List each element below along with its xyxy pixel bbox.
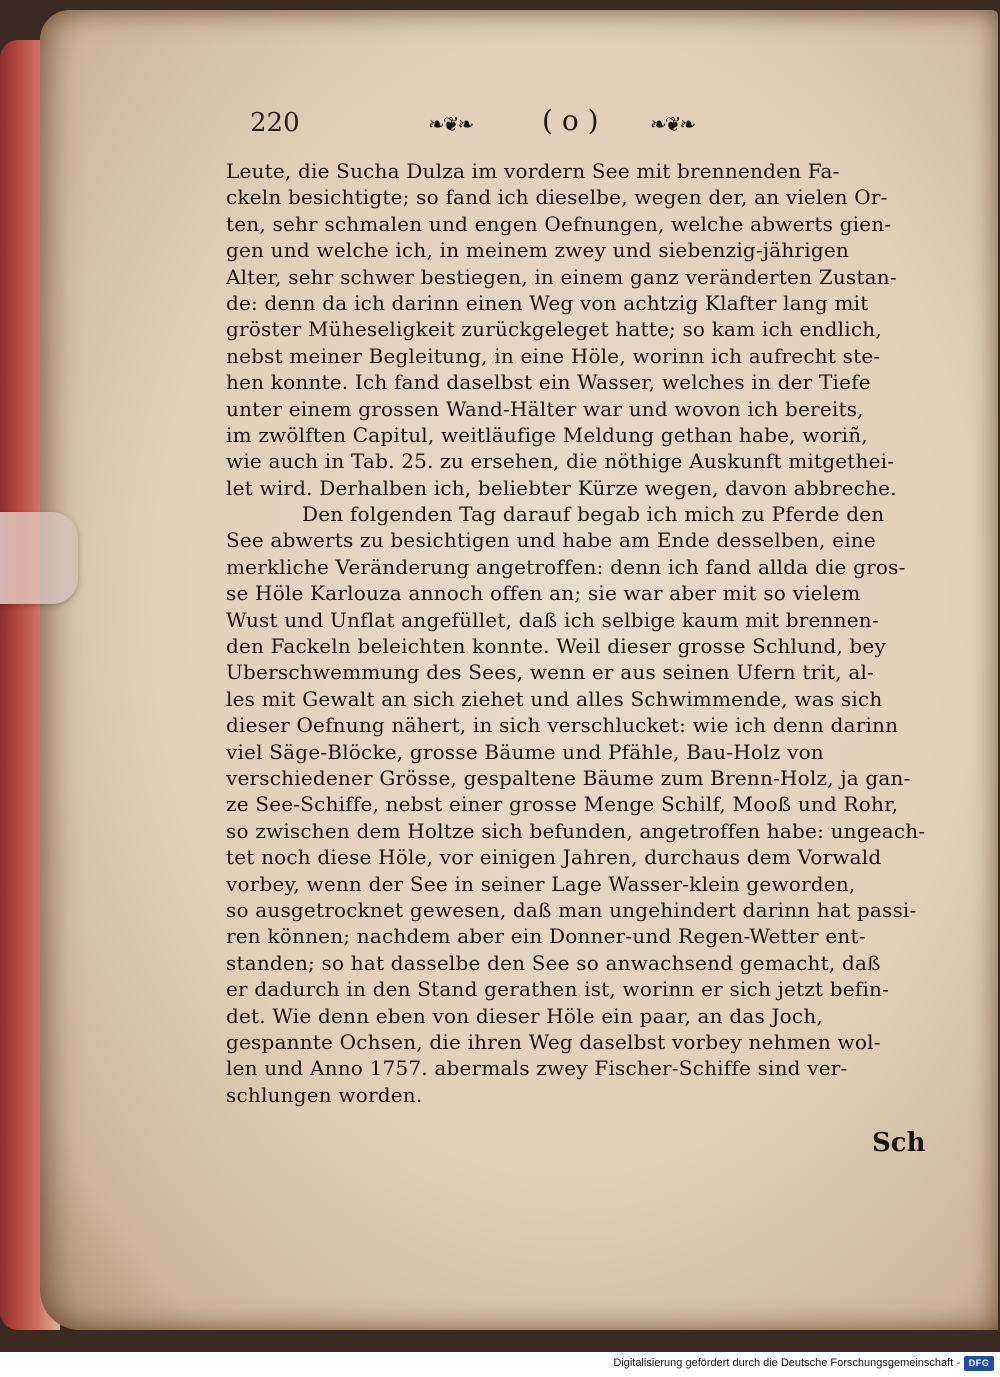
funding-credit: Digitalisierung gefördert durch die Deutsche Forschungsgemeinschaft -: [613, 1357, 960, 1369]
text-line: ckeln besichtigte; so fand ich dieselbe, wegen der, an vielen Or-: [226, 185, 888, 210]
dfg-logo-icon: DFG: [964, 1356, 994, 1371]
footer-bar: [0, 1352, 1000, 1377]
text-line: Alter, sehr schwer bestiegen, in einem ganz veränderten Zustan-: [226, 264, 897, 289]
text-line: See abwerts zu besichtigen und habe am Ende desselben, eine: [226, 528, 876, 553]
text-line: standen; so hat dasselbe den See so anwachsend gemacht, daß: [226, 950, 881, 975]
text-line: so zwischen dem Holtze sich befunden, angetroffen habe: ungeach-: [226, 818, 926, 843]
text-line: Wust und Unflat angefüllet, daß ich selbige kaum mit brennen-: [226, 607, 879, 632]
text-line: se Höle Karlouza annoch offen an; sie war aber mit so vielem: [226, 581, 861, 606]
text-line: den Fackeln beleichten konnte. Weil dieser grosse Schlund, bey: [226, 634, 886, 659]
text-line: tet noch diese Höle, vor einigen Jahren, durchaus dem Vorwald: [226, 845, 882, 870]
text-line: viel Säge-Blöcke, grosse Bäume und Pfähle, Bau-Holz von: [226, 739, 824, 764]
text-line: de: denn da ich darinn einen Weg von achtzig Klafter lang mit: [226, 290, 869, 315]
signature-mark: ( o ): [542, 104, 599, 137]
text-line: gen und welche ich, in meinem zwey und siebenzig-jährigen: [226, 238, 849, 263]
ornament-right-icon: ❧❦❧: [650, 112, 695, 136]
text-line: len und Anno 1757. abermals zwey Fischer-Schiffe sind ver-: [226, 1056, 848, 1081]
page-header: [250, 100, 810, 140]
page-number: 220: [250, 108, 300, 138]
text-line: ren können; nachdem aber ein Donner-und Regen-Wetter ent-: [226, 924, 866, 949]
text-line: det. Wie denn eben von dieser Höle ein paar, an das Joch,: [226, 1003, 823, 1028]
page-tab-marker: [0, 512, 78, 604]
text-line: wie auch in Tab. 25. zu ersehen, die nöthige Auskunft mitgethei-: [226, 449, 895, 474]
text-line: ten, sehr schmalen und engen Oefnungen, welche abwerts gien-: [226, 211, 892, 236]
catchword: Sch: [872, 1128, 926, 1158]
text-line: gespannte Ochsen, die ihren Weg daselbst vorbey nehmen wol-: [226, 1029, 881, 1054]
text-line: schlungen worden.: [226, 1082, 423, 1107]
text-line: les mit Gewalt an sich ziehet und alles Schwimmende, was sich: [226, 686, 883, 711]
text-line: unter einem grossen Wand-Hälter war und wovon ich bereits,: [226, 396, 864, 421]
text-line: Leute, die Sucha Dulza im vordern See mit brennenden Fa-: [226, 159, 840, 183]
text-line: dieser Oefnung nähert, in sich verschlucket: wie ich denn darinn: [226, 713, 899, 738]
text-line: Uberschwemmung des Sees, wenn er aus seinen Ufern trit, al-: [226, 660, 875, 685]
text-line: hen konnte. Ich fand daselbst ein Wasser, welches in der Tiefe: [226, 370, 871, 395]
text-line: verschiedener Grösse, gespaltene Bäume zum Brenn-Holz, ja gan-: [226, 765, 911, 790]
text-line: gröster Müheseligkeit zurückgeleget hatte; so kam ich endlich,: [226, 317, 882, 342]
text-line: ze See-Schiffe, nebst einer grosse Menge Schilf, Mooß und Rohr,: [226, 792, 899, 817]
text-line: vorbey, wenn der See in seiner Lage Wasser-klein geworden,: [226, 871, 856, 896]
text-line: nebst meiner Begleitung, in eine Höle, worinn ich aufrecht ste-: [226, 343, 881, 368]
body-text: [226, 158, 940, 1108]
text-line: Den folgenden Tag darauf begab ich mich zu Pferde den: [302, 502, 885, 527]
ornament-left-icon: ❧❦❧: [428, 112, 473, 136]
text-line: merkliche Veränderung angetroffen: denn ich fand allda die gros-: [226, 554, 906, 579]
text-line: let wird. Derhalben ich, beliebter Kürze wegen, davon abbreche.: [226, 475, 897, 500]
text-line: so ausgetrocknet gewesen, daß man ungehindert darinn hat passi-: [226, 897, 917, 922]
text-line: im zwölften Capitul, weitläufige Meldung gethan habe, woriñ,: [226, 422, 868, 447]
text-line: er dadurch in den Stand gerathen ist, worinn er sich jetzt befin-: [226, 977, 890, 1002]
